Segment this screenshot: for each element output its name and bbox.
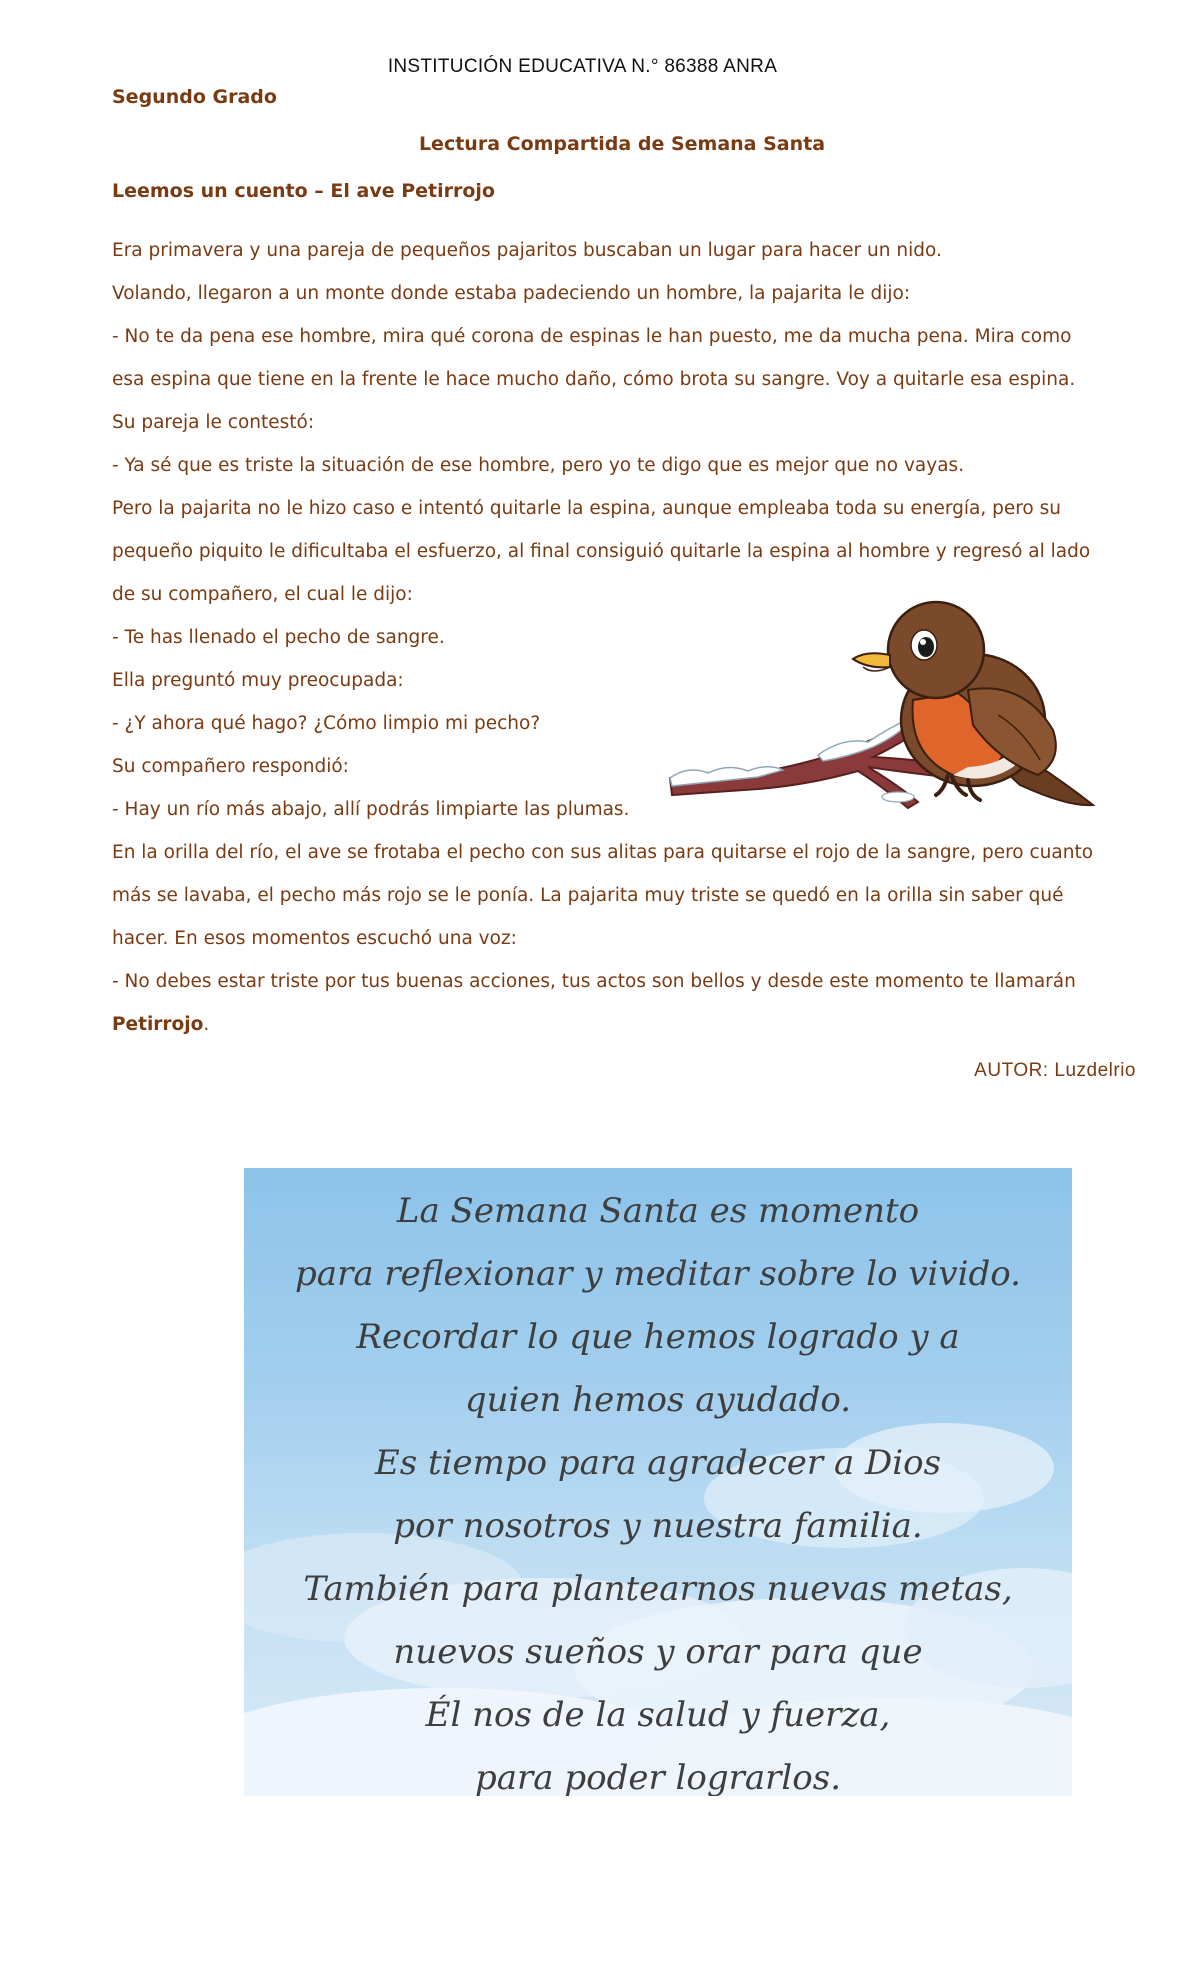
poster-line: por nosotros y nuestra familia. — [393, 1506, 923, 1546]
story-line: de su compañero, el cual le dijo: — [112, 584, 413, 605]
poster-line: Es tiempo para agradecer a Dios — [374, 1443, 942, 1483]
poster-line: para poder lograrlos. — [474, 1758, 842, 1796]
story-line: - Te has llenado el pecho de sangre. — [112, 627, 445, 648]
story-line: Su pareja le contestó: — [112, 412, 315, 433]
story-subtitle: Leemos un cuento – El ave Petirrojo — [112, 180, 495, 202]
story-line: Era primavera y una pareja de pequeños pajaritos buscaban un lugar para hacer un nido. — [112, 240, 942, 261]
document-title: Lectura Compartida de Semana Santa — [418, 133, 826, 155]
story-line: Ella preguntó muy preocupada: — [112, 670, 404, 691]
poster-line: quien hemos ayudado. — [464, 1380, 852, 1420]
poster-line: Recordar lo que hemos logrado y a — [356, 1317, 960, 1357]
petirrojo-name: Petirrojo — [112, 1014, 204, 1035]
poster-line: También para plantearnos nuevas metas, — [303, 1569, 1013, 1609]
poster-line: La Semana Santa es momento — [396, 1191, 920, 1231]
story-line: Volando, llegaron a un monte donde estaba padeciendo un hombre, la pajarita le dijo: — [112, 283, 911, 304]
institution-header: INSTITUCIÓN EDUCATIVA N.° 86388 ANRA — [387, 56, 778, 77]
snow-lump — [882, 792, 914, 802]
story-line: - Hay un río más abajo, allí podrás limpiarte las plumas. — [112, 799, 630, 820]
story-line: hacer. En esos momentos escuchó una voz: — [112, 928, 517, 949]
story-line: Pero la pajarita no le hizo caso e intentó quitarle la espina, aunque empleaba toda su energía, pero su — [112, 498, 1061, 519]
story-line: pequeño piquito le dificultaba el esfuerzo, al final consiguió quitarle la espina al hombre y regresó al lado — [112, 541, 1091, 562]
grade-label: Segundo Grado — [112, 86, 277, 108]
poster-text — [244, 1168, 1072, 1796]
author-credit: AUTOR: Luzdelrio — [974, 1060, 1136, 1081]
poster-line: para reflexionar y meditar sobre lo vivido. — [295, 1254, 1021, 1294]
story-line: - ¿Y ahora qué hago? ¿Cómo limpio mi pecho? — [112, 713, 541, 734]
robin-bird-icon — [668, 595, 1104, 810]
story-line: esa espina que tiene en la frente le hace mucho daño, cómo brota su sangre. Voy a quitarle esa espina. — [112, 369, 1076, 390]
poster-line: Él nos de la salud y fuerza, — [425, 1695, 891, 1735]
poster-line: nuevos sueños y orar para que — [393, 1632, 923, 1672]
easter-message-poster — [244, 1168, 1072, 1796]
beak-shape — [853, 653, 890, 667]
final-period: . — [203, 1014, 210, 1035]
story-line: Su compañero respondió: — [112, 756, 349, 777]
story-line: En la orilla del río, el ave se frotaba el pecho con sus alitas para quitarse el rojo de la sangre, pero cuanto — [112, 842, 1094, 863]
story-line: - No te da pena ese hombre, mira qué corona de espinas le han puesto, me da mucha pena. Mira como — [112, 326, 1072, 347]
story-line: - Ya sé que es triste la situación de ese hombre, pero yo te digo que es mejor que no vayas. — [112, 455, 965, 476]
story-line: más se lavaba, el pecho más rojo se le ponía. La pajarita muy triste se quedó en la orilla sin saber qué — [112, 885, 1064, 906]
story-line: - No debes estar triste por tus buenas acciones, tus actos son bellos y desde este momento te llamarán — [112, 971, 1076, 992]
story-line-final — [112, 1010, 1142, 1053]
